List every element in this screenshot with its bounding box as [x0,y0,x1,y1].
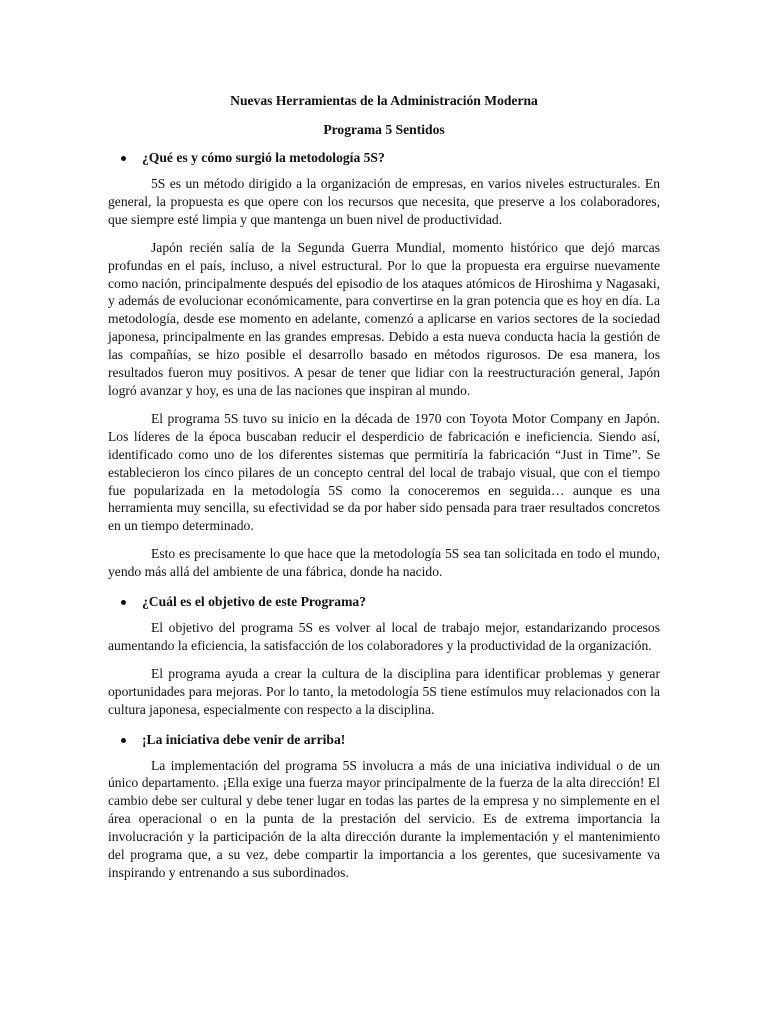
paragraph: Esto es precisamente lo que hace que la metodología 5S sea tan solicitada en todo el mundo, yendo más allá del ambiente de una fábrica, donde ha nacido. [108,546,660,580]
paragraph: 5S es un método dirigido a la organización de empresas, en varios niveles estructurales. En general, la propuesta es que opere con los recursos que necesita, que preserve a los colaboradores, que siempre esté limpia y que mantenga un buen nivel de productividad. [108,176,660,227]
bullet-icon [108,149,142,167]
section-heading-text: ¿Cuál es el objetivo de este Programa? [142,594,366,610]
section-heading [108,149,660,167]
document-title: Nuevas Herramientas de la Administración Moderna [230,93,538,108]
section-heading [108,731,660,749]
section-heading-text: ¡La iniciativa debe venir de arriba! [142,731,346,747]
paragraph: Japón recién salía de la Segunda Guerra Mundial, momento histórico que dejó marcas profundas en el país, incluso, a nivel estructural. Por lo que la propuesta era erguirse nuevamente como nación, principalmente después del episodio de los ataques atómicos de Hiroshima y Nagasaki, y además de evolucionar económicamente, para convertirse en la gran potencia que es hoy en día. La metodología, desde ese momento en adelante, comenzó a aplicarse en varios sectores de la sociedad japonesa, principalmente en las grandes empresas. Debido a esta nueva conducta hacia la gestión de las compañías, se hizo posible el desarrollo basado en métodos rigurosos. De esa manera, los resultados fueron muy positivos. A pesar de tener que lidiar con la reestructuración general, Japón logró avanzar y hoy, es una de las naciones que inspiran al mundo. [108,239,660,398]
bullet-icon [108,593,142,611]
paragraph: El programa 5S tuvo su inicio en la década de 1970 con Toyota Motor Company en Japón. Los líderes de la época buscaban reducir el desperdicio de fabricación e ineficiencia. Siendo así, identificado como uno de los diferentes sistemas que permitiría la fabricación “Just in Time”. Se establecieron los cinco pilares de un concepto central del local de trabajo visual, que con el tiempo fue popularizada en la metodología 5S como la conoceremos en seguida… aunque es una herramienta muy sencilla, su efectividad se da por haber sido pensada para traer resultados concretos en un tiempo determinado. [108,410,660,534]
paragraph: El objetivo del programa 5S es volver al local de trabajo mejor, estandarizando procesos aumentando la eficiencia, la satisfacción de los colaboradores y la productividad de la organización. [108,620,660,653]
bullet-icon [108,731,142,749]
section-what-is-5s [108,149,660,581]
section-heading [108,593,660,611]
document-subtitle: Programa 5 Sentidos [323,122,445,137]
section-objective [108,593,660,719]
section-heading-text: ¿Qué es y cómo surgió la metodología 5S? [142,150,385,165]
section-initiative [108,731,660,882]
paragraph: El programa ayuda a crear la cultura de la disciplina para identificar problemas y generar oportunidades para mejoras. Por lo tanto, la metodología 5S tiene estímulos muy relacionados con la cultura japonesa, especialmente con respecto a la disciplina. [108,665,660,717]
paragraph: La implementación del programa 5S involucra a más de una iniciativa individual o de un único departamento. ¡Ella exige una fuerza mayor principalmente de la fuerza de la alta dirección! El cambio debe ser cultural y debe tener lugar en todas las partes de la empresa y no simplemente en el área operacional o en la punta de la prestación del servicio. Es de extrema importancia la involucración y la participación de la alta dirección durante la implementación y el mantenimiento del programa que, a su vez, debe compartir la importancia a los gerentes, que sucesivamente va inspirando y entrenando a sus subordinados. [108,757,660,880]
